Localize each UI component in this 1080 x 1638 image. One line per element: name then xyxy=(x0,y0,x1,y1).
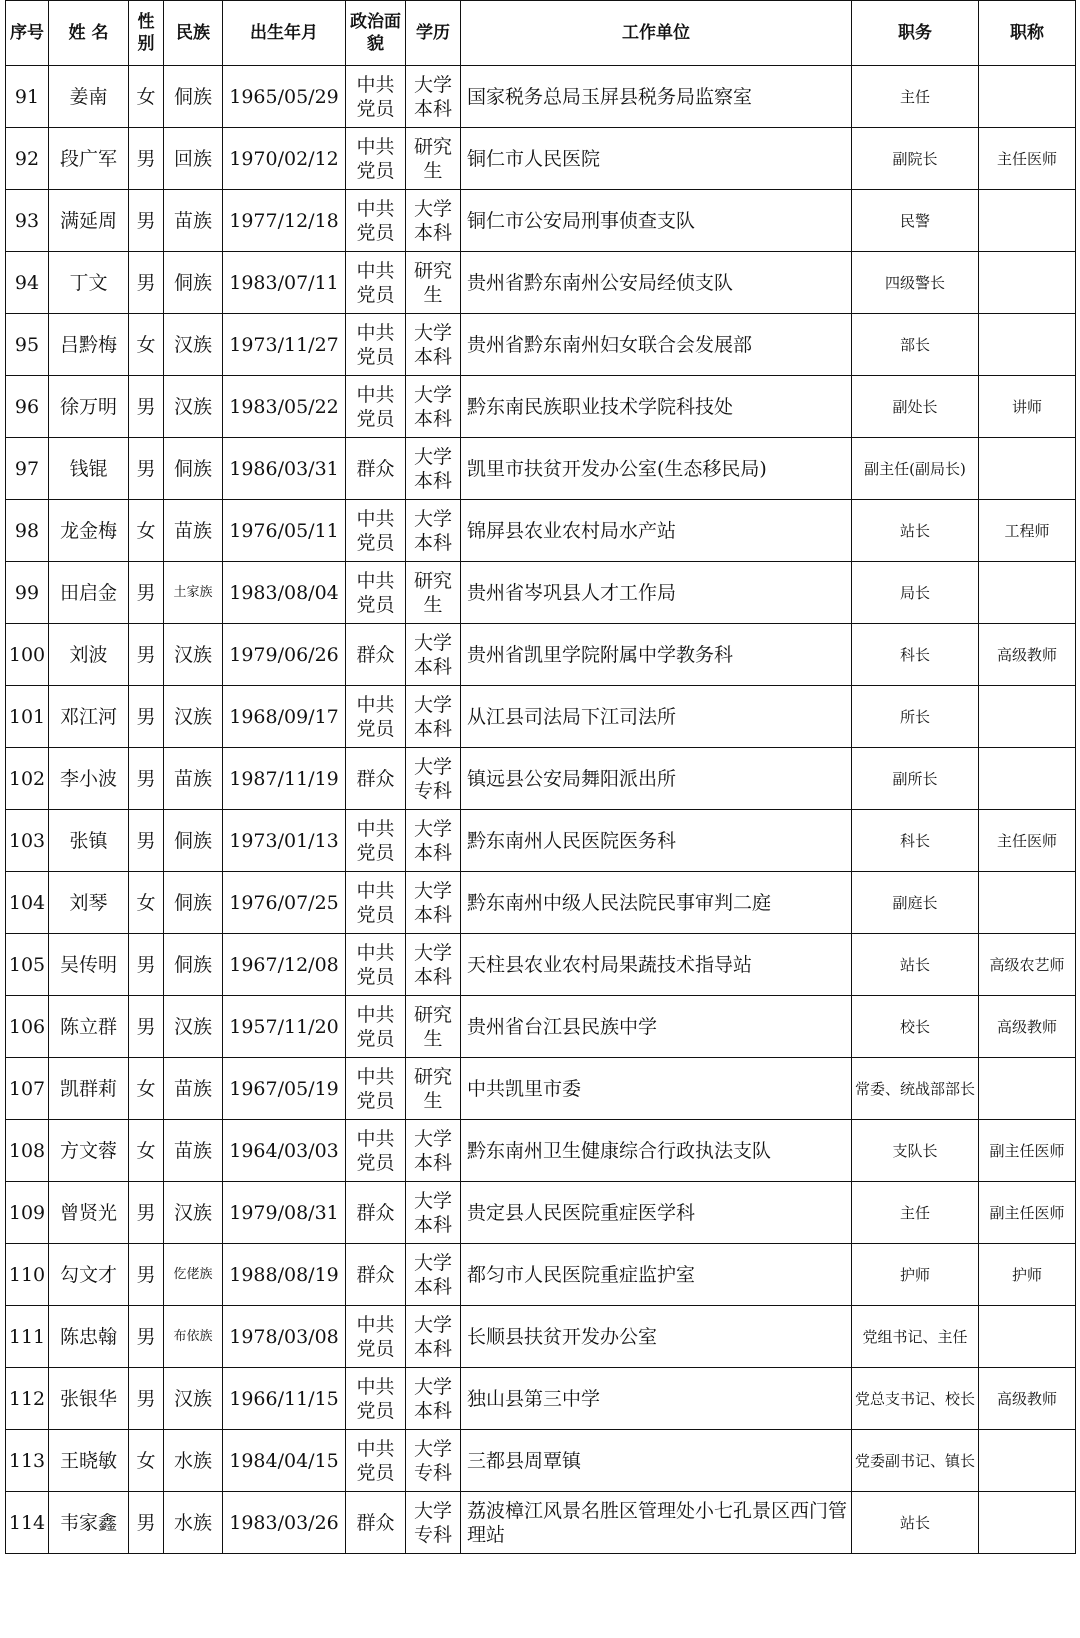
header-post: 职务 xyxy=(852,1,979,66)
cell-post: 校长 xyxy=(852,996,979,1058)
cell-birth: 1967/05/19 xyxy=(223,1058,346,1120)
personnel-table-page xyxy=(5,0,1076,1554)
cell-no: 97 xyxy=(6,438,49,500)
cell-post: 副主任(副局长) xyxy=(852,438,979,500)
cell-ethnicity: 汉族 xyxy=(164,686,223,748)
cell-birth: 1978/03/08 xyxy=(223,1306,346,1368)
cell-birth: 1966/11/15 xyxy=(223,1368,346,1430)
cell-birth: 1988/08/19 xyxy=(223,1244,346,1306)
cell-party: 中共党员 xyxy=(346,1430,406,1492)
cell-title xyxy=(979,66,1076,128)
cell-name: 钱锟 xyxy=(49,438,129,500)
cell-ethnicity: 汉族 xyxy=(164,996,223,1058)
cell-title xyxy=(979,1492,1076,1554)
cell-unit: 铜仁市人民医院 xyxy=(461,128,852,190)
cell-ethnicity: 回族 xyxy=(164,128,223,190)
cell-party: 群众 xyxy=(346,438,406,500)
cell-ethnicity: 汉族 xyxy=(164,1368,223,1430)
cell-unit: 天柱县农业农村局果蔬技术指导站 xyxy=(461,934,852,996)
cell-name: 刘琴 xyxy=(49,872,129,934)
cell-name: 凯群莉 xyxy=(49,1058,129,1120)
cell-sex: 男 xyxy=(129,1368,164,1430)
cell-title: 高级教师 xyxy=(979,624,1076,686)
cell-unit: 凯里市扶贫开发办公室(生态移民局) xyxy=(461,438,852,500)
cell-party: 中共党员 xyxy=(346,190,406,252)
cell-name: 韦家鑫 xyxy=(49,1492,129,1554)
cell-birth: 1957/11/20 xyxy=(223,996,346,1058)
cell-sex: 男 xyxy=(129,376,164,438)
cell-education: 大学本科 xyxy=(406,1306,461,1368)
cell-title: 高级教师 xyxy=(979,1368,1076,1430)
cell-education: 大学本科 xyxy=(406,500,461,562)
personnel-table xyxy=(5,0,1076,1554)
cell-unit: 三都县周覃镇 xyxy=(461,1430,852,1492)
cell-education: 大学专科 xyxy=(406,1492,461,1554)
cell-post: 主任 xyxy=(852,66,979,128)
cell-education: 研究生 xyxy=(406,252,461,314)
cell-name: 吴传明 xyxy=(49,934,129,996)
cell-ethnicity: 汉族 xyxy=(164,624,223,686)
cell-ethnicity: 汉族 xyxy=(164,376,223,438)
cell-no: 104 xyxy=(6,872,49,934)
cell-ethnicity: 水族 xyxy=(164,1430,223,1492)
header-education: 学历 xyxy=(406,1,461,66)
cell-party: 中共党员 xyxy=(346,1306,406,1368)
cell-unit: 黔东南民族职业技术学院科技处 xyxy=(461,376,852,438)
table-row xyxy=(6,1120,1076,1182)
cell-ethnicity: 苗族 xyxy=(164,1120,223,1182)
cell-title xyxy=(979,252,1076,314)
cell-sex: 男 xyxy=(129,1492,164,1554)
cell-post: 站长 xyxy=(852,1492,979,1554)
cell-title xyxy=(979,190,1076,252)
cell-sex: 女 xyxy=(129,872,164,934)
cell-sex: 男 xyxy=(129,686,164,748)
cell-title xyxy=(979,562,1076,624)
cell-party: 中共党员 xyxy=(346,252,406,314)
cell-party: 中共党员 xyxy=(346,376,406,438)
table-row xyxy=(6,686,1076,748)
cell-ethnicity: 侗族 xyxy=(164,66,223,128)
cell-party: 中共党员 xyxy=(346,934,406,996)
cell-post: 四级警长 xyxy=(852,252,979,314)
cell-name: 田启金 xyxy=(49,562,129,624)
cell-party: 中共党员 xyxy=(346,1058,406,1120)
cell-education: 大学本科 xyxy=(406,376,461,438)
cell-no: 92 xyxy=(6,128,49,190)
cell-title xyxy=(979,1306,1076,1368)
cell-no: 105 xyxy=(6,934,49,996)
cell-sex: 男 xyxy=(129,128,164,190)
cell-post: 副所长 xyxy=(852,748,979,810)
table-row xyxy=(6,438,1076,500)
table-row xyxy=(6,1182,1076,1244)
cell-title xyxy=(979,872,1076,934)
cell-ethnicity: 侗族 xyxy=(164,438,223,500)
cell-education: 大学本科 xyxy=(406,872,461,934)
cell-education: 研究生 xyxy=(406,1058,461,1120)
cell-party: 中共党员 xyxy=(346,686,406,748)
cell-education: 大学本科 xyxy=(406,934,461,996)
cell-title: 主任医师 xyxy=(979,810,1076,872)
cell-unit: 贵州省凯里学院附属中学教务科 xyxy=(461,624,852,686)
cell-post: 党委副书记、镇长 xyxy=(852,1430,979,1492)
cell-unit: 国家税务总局玉屏县税务局监察室 xyxy=(461,66,852,128)
cell-post: 科长 xyxy=(852,624,979,686)
cell-ethnicity: 汉族 xyxy=(164,314,223,376)
cell-name: 勾文才 xyxy=(49,1244,129,1306)
cell-education: 大学本科 xyxy=(406,1368,461,1430)
cell-title xyxy=(979,748,1076,810)
cell-ethnicity: 布依族 xyxy=(164,1306,223,1368)
cell-sex: 女 xyxy=(129,1120,164,1182)
cell-education: 大学本科 xyxy=(406,1120,461,1182)
cell-unit: 铜仁市公安局刑事侦查支队 xyxy=(461,190,852,252)
cell-birth: 1979/06/26 xyxy=(223,624,346,686)
cell-no: 102 xyxy=(6,748,49,810)
cell-post: 支队长 xyxy=(852,1120,979,1182)
cell-ethnicity: 土家族 xyxy=(164,562,223,624)
cell-unit: 都匀市人民医院重症监护室 xyxy=(461,1244,852,1306)
table-row xyxy=(6,996,1076,1058)
cell-sex: 男 xyxy=(129,438,164,500)
table-row xyxy=(6,810,1076,872)
cell-title: 主任医师 xyxy=(979,128,1076,190)
cell-party: 中共党员 xyxy=(346,1368,406,1430)
cell-party: 群众 xyxy=(346,1182,406,1244)
cell-sex: 男 xyxy=(129,748,164,810)
cell-title: 高级农艺师 xyxy=(979,934,1076,996)
cell-sex: 女 xyxy=(129,1058,164,1120)
header-no: 序号 xyxy=(6,1,49,66)
cell-birth: 1983/07/11 xyxy=(223,252,346,314)
cell-unit: 贵州省黔东南州妇女联合会发展部 xyxy=(461,314,852,376)
cell-birth: 1983/03/26 xyxy=(223,1492,346,1554)
cell-post: 党组书记、主任 xyxy=(852,1306,979,1368)
cell-party: 中共党员 xyxy=(346,1120,406,1182)
header-party: 政治面貌 xyxy=(346,1,406,66)
cell-unit: 贵州省台江县民族中学 xyxy=(461,996,852,1058)
cell-party: 群众 xyxy=(346,1492,406,1554)
cell-unit: 贵州省岑巩县人才工作局 xyxy=(461,562,852,624)
cell-name: 张镇 xyxy=(49,810,129,872)
header-birth: 出生年月 xyxy=(223,1,346,66)
cell-no: 110 xyxy=(6,1244,49,1306)
cell-education: 大学本科 xyxy=(406,810,461,872)
cell-title xyxy=(979,1430,1076,1492)
cell-no: 94 xyxy=(6,252,49,314)
cell-birth: 1973/11/27 xyxy=(223,314,346,376)
table-row xyxy=(6,1058,1076,1120)
cell-title: 副主任医师 xyxy=(979,1120,1076,1182)
cell-unit: 荔波樟江风景名胜区管理处小七孔景区西门管理站 xyxy=(461,1492,852,1554)
cell-title: 高级教师 xyxy=(979,996,1076,1058)
cell-education: 研究生 xyxy=(406,128,461,190)
cell-post: 副院长 xyxy=(852,128,979,190)
cell-name: 姜南 xyxy=(49,66,129,128)
cell-party: 中共党员 xyxy=(346,872,406,934)
table-body xyxy=(6,66,1076,1554)
table-row xyxy=(6,314,1076,376)
cell-party: 中共党员 xyxy=(346,996,406,1058)
cell-title xyxy=(979,438,1076,500)
cell-ethnicity: 侗族 xyxy=(164,934,223,996)
cell-no: 113 xyxy=(6,1430,49,1492)
table-row xyxy=(6,190,1076,252)
cell-no: 91 xyxy=(6,66,49,128)
cell-unit: 长顺县扶贫开发办公室 xyxy=(461,1306,852,1368)
cell-birth: 1976/07/25 xyxy=(223,872,346,934)
cell-ethnicity: 水族 xyxy=(164,1492,223,1554)
cell-name: 陈忠翰 xyxy=(49,1306,129,1368)
cell-title xyxy=(979,686,1076,748)
cell-post: 护师 xyxy=(852,1244,979,1306)
cell-name: 徐万明 xyxy=(49,376,129,438)
cell-party: 中共党员 xyxy=(346,66,406,128)
cell-ethnicity: 汉族 xyxy=(164,1182,223,1244)
cell-education: 大学本科 xyxy=(406,1244,461,1306)
cell-birth: 1979/08/31 xyxy=(223,1182,346,1244)
header-unit: 工作单位 xyxy=(461,1,852,66)
table-row xyxy=(6,1492,1076,1554)
cell-no: 96 xyxy=(6,376,49,438)
cell-name: 段广军 xyxy=(49,128,129,190)
cell-title: 工程师 xyxy=(979,500,1076,562)
cell-education: 大学本科 xyxy=(406,66,461,128)
cell-title: 副主任医师 xyxy=(979,1182,1076,1244)
cell-ethnicity: 苗族 xyxy=(164,748,223,810)
cell-name: 方文蓉 xyxy=(49,1120,129,1182)
cell-name: 丁文 xyxy=(49,252,129,314)
cell-no: 112 xyxy=(6,1368,49,1430)
cell-sex: 女 xyxy=(129,66,164,128)
table-row xyxy=(6,562,1076,624)
cell-unit: 从江县司法局下江司法所 xyxy=(461,686,852,748)
cell-education: 大学专科 xyxy=(406,1430,461,1492)
cell-no: 95 xyxy=(6,314,49,376)
cell-no: 100 xyxy=(6,624,49,686)
cell-name: 刘波 xyxy=(49,624,129,686)
cell-education: 研究生 xyxy=(406,996,461,1058)
cell-education: 大学本科 xyxy=(406,438,461,500)
cell-birth: 1973/01/13 xyxy=(223,810,346,872)
cell-education: 大学本科 xyxy=(406,624,461,686)
cell-no: 99 xyxy=(6,562,49,624)
table-row xyxy=(6,252,1076,314)
cell-sex: 男 xyxy=(129,996,164,1058)
cell-sex: 男 xyxy=(129,934,164,996)
cell-unit: 锦屏县农业农村局水产站 xyxy=(461,500,852,562)
cell-name: 李小波 xyxy=(49,748,129,810)
cell-party: 群众 xyxy=(346,1244,406,1306)
cell-post: 党总支书记、校长 xyxy=(852,1368,979,1430)
cell-party: 中共党员 xyxy=(346,500,406,562)
table-row xyxy=(6,748,1076,810)
cell-birth: 1987/11/19 xyxy=(223,748,346,810)
cell-unit: 黔东南州人民医院医务科 xyxy=(461,810,852,872)
cell-post: 副庭长 xyxy=(852,872,979,934)
cell-birth: 1967/12/08 xyxy=(223,934,346,996)
cell-name: 邓江河 xyxy=(49,686,129,748)
cell-birth: 1983/05/22 xyxy=(223,376,346,438)
cell-no: 108 xyxy=(6,1120,49,1182)
cell-education: 大学专科 xyxy=(406,748,461,810)
cell-name: 吕黔梅 xyxy=(49,314,129,376)
cell-party: 中共党员 xyxy=(346,128,406,190)
table-row xyxy=(6,624,1076,686)
cell-post: 部长 xyxy=(852,314,979,376)
cell-ethnicity: 苗族 xyxy=(164,190,223,252)
table-row xyxy=(6,1306,1076,1368)
cell-birth: 1968/09/17 xyxy=(223,686,346,748)
table-header-row xyxy=(6,1,1076,66)
cell-party: 中共党员 xyxy=(346,810,406,872)
cell-no: 107 xyxy=(6,1058,49,1120)
cell-birth: 1965/05/29 xyxy=(223,66,346,128)
cell-title: 护师 xyxy=(979,1244,1076,1306)
cell-title xyxy=(979,1058,1076,1120)
cell-sex: 男 xyxy=(129,624,164,686)
table-row xyxy=(6,1368,1076,1430)
cell-ethnicity: 侗族 xyxy=(164,252,223,314)
table-row xyxy=(6,500,1076,562)
cell-birth: 1986/03/31 xyxy=(223,438,346,500)
cell-post: 副处长 xyxy=(852,376,979,438)
cell-no: 103 xyxy=(6,810,49,872)
cell-sex: 女 xyxy=(129,314,164,376)
cell-name: 曾贤光 xyxy=(49,1182,129,1244)
cell-sex: 男 xyxy=(129,252,164,314)
cell-name: 张银华 xyxy=(49,1368,129,1430)
cell-birth: 1964/03/03 xyxy=(223,1120,346,1182)
table-row xyxy=(6,66,1076,128)
cell-education: 研究生 xyxy=(406,562,461,624)
cell-name: 龙金梅 xyxy=(49,500,129,562)
cell-no: 93 xyxy=(6,190,49,252)
cell-birth: 1977/12/18 xyxy=(223,190,346,252)
cell-post: 主任 xyxy=(852,1182,979,1244)
cell-post: 站长 xyxy=(852,934,979,996)
table-row xyxy=(6,128,1076,190)
table-row xyxy=(6,934,1076,996)
cell-sex: 男 xyxy=(129,810,164,872)
cell-post: 民警 xyxy=(852,190,979,252)
header-name: 姓 名 xyxy=(49,1,129,66)
cell-unit: 独山县第三中学 xyxy=(461,1368,852,1430)
cell-unit: 贵定县人民医院重症医学科 xyxy=(461,1182,852,1244)
cell-unit: 中共凯里市委 xyxy=(461,1058,852,1120)
cell-post: 常委、统战部部长 xyxy=(852,1058,979,1120)
cell-sex: 男 xyxy=(129,1244,164,1306)
cell-post: 所长 xyxy=(852,686,979,748)
cell-sex: 女 xyxy=(129,1430,164,1492)
cell-party: 中共党员 xyxy=(346,562,406,624)
cell-sex: 男 xyxy=(129,562,164,624)
cell-name: 陈立群 xyxy=(49,996,129,1058)
cell-ethnicity: 苗族 xyxy=(164,500,223,562)
cell-title: 讲师 xyxy=(979,376,1076,438)
cell-party: 群众 xyxy=(346,748,406,810)
cell-party: 中共党员 xyxy=(346,314,406,376)
cell-unit: 黔东南州卫生健康综合行政执法支队 xyxy=(461,1120,852,1182)
cell-education: 大学本科 xyxy=(406,190,461,252)
cell-no: 109 xyxy=(6,1182,49,1244)
cell-birth: 1984/04/15 xyxy=(223,1430,346,1492)
header-title: 职称 xyxy=(979,1,1076,66)
cell-no: 106 xyxy=(6,996,49,1058)
table-row xyxy=(6,1430,1076,1492)
cell-sex: 男 xyxy=(129,1182,164,1244)
cell-name: 满延周 xyxy=(49,190,129,252)
cell-ethnicity: 侗族 xyxy=(164,810,223,872)
header-ethnicity: 民族 xyxy=(164,1,223,66)
cell-name: 王晓敏 xyxy=(49,1430,129,1492)
cell-post: 局长 xyxy=(852,562,979,624)
cell-ethnicity: 侗族 xyxy=(164,872,223,934)
cell-ethnicity: 苗族 xyxy=(164,1058,223,1120)
cell-birth: 1970/02/12 xyxy=(223,128,346,190)
cell-no: 98 xyxy=(6,500,49,562)
cell-ethnicity: 仡佬族 xyxy=(164,1244,223,1306)
cell-no: 101 xyxy=(6,686,49,748)
cell-birth: 1983/08/04 xyxy=(223,562,346,624)
table-row xyxy=(6,872,1076,934)
table-row xyxy=(6,376,1076,438)
header-sex: 性别 xyxy=(129,1,164,66)
cell-title xyxy=(979,314,1076,376)
cell-education: 大学本科 xyxy=(406,314,461,376)
cell-unit: 镇远县公安局舞阳派出所 xyxy=(461,748,852,810)
cell-unit: 贵州省黔东南州公安局经侦支队 xyxy=(461,252,852,314)
cell-birth: 1976/05/11 xyxy=(223,500,346,562)
cell-unit: 黔东南州中级人民法院民事审判二庭 xyxy=(461,872,852,934)
cell-no: 114 xyxy=(6,1492,49,1554)
cell-party: 群众 xyxy=(346,624,406,686)
cell-post: 科长 xyxy=(852,810,979,872)
cell-sex: 男 xyxy=(129,1306,164,1368)
cell-sex: 男 xyxy=(129,190,164,252)
table-row xyxy=(6,1244,1076,1306)
cell-education: 大学本科 xyxy=(406,1182,461,1244)
cell-education: 大学本科 xyxy=(406,686,461,748)
cell-sex: 女 xyxy=(129,500,164,562)
cell-post: 站长 xyxy=(852,500,979,562)
cell-no: 111 xyxy=(6,1306,49,1368)
